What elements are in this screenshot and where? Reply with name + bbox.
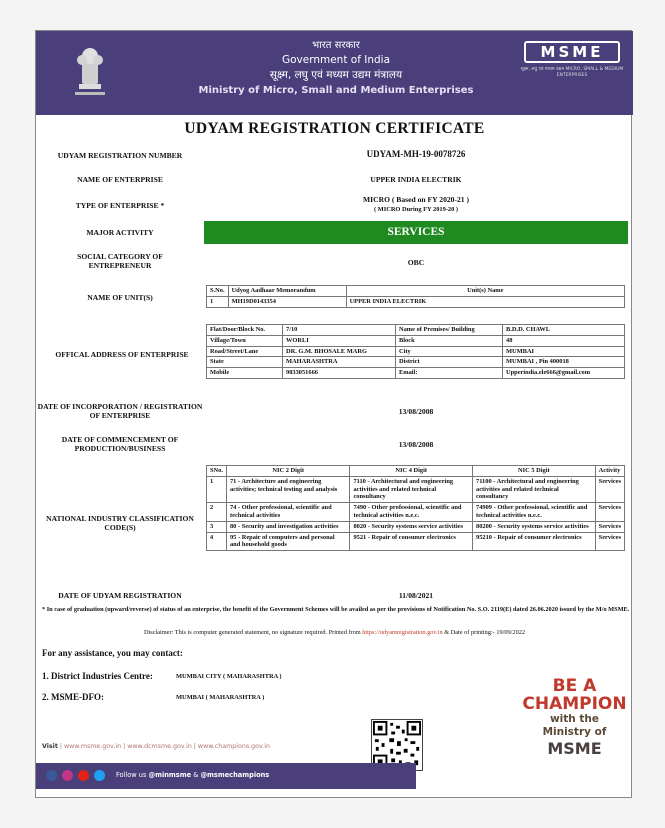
table-row bbox=[207, 335, 625, 346]
table-row bbox=[207, 346, 625, 357]
certificate-page bbox=[35, 30, 632, 798]
incorporation-date-label: DATE OF INCORPORATION / REGISTRATION OF ENTERPRISE bbox=[37, 402, 203, 420]
msme-dfo-value: MUMBAI ( MAHARASHTRA ) bbox=[176, 694, 265, 701]
table-cell: 80200 - Security systems service activities bbox=[473, 521, 596, 532]
disclaimer bbox=[36, 629, 633, 636]
commencement-date-value: 13/08/2008 bbox=[398, 440, 434, 449]
nic-table bbox=[206, 465, 625, 551]
enterprise-type-label: TYPE OF ENTERPRISE * bbox=[75, 201, 165, 210]
visit-urls[interactable]: | www.msme.gov.in | www.dcmsme.gov.in | www.champions.gov.in bbox=[57, 743, 270, 750]
msme-logo: MSME bbox=[524, 41, 620, 63]
table-cell: Mobile bbox=[207, 368, 283, 379]
dic-label: 1. District Industries Centre: bbox=[42, 671, 153, 681]
table-cell: 8020 - Security systems service activities bbox=[350, 521, 473, 532]
table-cell: 80 - Security and investigation activities bbox=[226, 521, 349, 532]
follow-us-text bbox=[116, 771, 269, 779]
youtube-icon[interactable] bbox=[78, 770, 89, 781]
table-header-cell: Udyog Aadhaar Memorandum bbox=[228, 286, 346, 297]
champion-banner bbox=[516, 677, 633, 759]
table-cell: Services bbox=[595, 476, 624, 502]
table-cell: 71100 - Architectural and engineering activities and related technical consultancy bbox=[473, 476, 596, 502]
disclaimer-text: Disclaimer: This is computer generated statement, no signature required. Printed from bbox=[143, 629, 363, 636]
udyam-date-label: DATE OF UDYAM REGISTRATION bbox=[58, 591, 182, 600]
table-cell: 2 bbox=[207, 503, 227, 522]
table-cell: MAHARASHTRA bbox=[283, 357, 396, 368]
graduation-note: * In case of graduation (upward/reverse) of status of an enterprise, the benefit of the Government Schemes will be availed as per the provisions of Notification No. S.O. 2119(E) dated 26.06.2020 issued by the M/o MSME. bbox=[42, 606, 630, 613]
table-cell: 48 bbox=[503, 335, 625, 346]
table-cell: WORLI bbox=[283, 335, 396, 346]
champion-line-1: BE A bbox=[552, 676, 597, 696]
ministry-name-text: Ministry of Micro, Small and Medium Enterprises bbox=[198, 85, 474, 96]
table-cell: State bbox=[207, 357, 283, 368]
print-date-text: & Date of printing:- 19/09/2022 bbox=[442, 629, 526, 636]
table-header-cell: NIC 5 Digit bbox=[473, 466, 596, 477]
table-cell: District bbox=[396, 357, 503, 368]
header-title-block bbox=[186, 39, 486, 99]
table-cell: Email: bbox=[396, 368, 503, 379]
table-cell: City bbox=[396, 346, 503, 357]
certificate-title: UDYAM REGISTRATION CERTIFICATE bbox=[184, 120, 485, 137]
table-header-cell: SNo. bbox=[207, 466, 227, 477]
table-cell: MUMBAI bbox=[503, 346, 625, 357]
twitter-icon[interactable] bbox=[94, 770, 105, 781]
table-row bbox=[207, 503, 625, 522]
table-row bbox=[207, 532, 625, 551]
table-cell: 95210 - Repair of consumer electronics bbox=[473, 532, 596, 551]
units-table bbox=[206, 285, 625, 308]
udyam-portal-link[interactable]: https://udyamregistration.gov.in bbox=[362, 629, 443, 636]
table-cell: Services bbox=[595, 503, 624, 522]
table-row bbox=[207, 368, 625, 379]
table-cell: 74 - Other professional, scientific and technical activities bbox=[226, 503, 349, 522]
table-cell: 95 - Repair of computers and personal and household goods bbox=[226, 532, 349, 551]
certificate-header bbox=[36, 31, 633, 115]
msme-dfo-label: 2. MSME-DFO: bbox=[42, 692, 104, 702]
table-cell: 9833051666 bbox=[283, 368, 396, 379]
reg-number-value: UDYAM-MH-19-0078726 bbox=[366, 149, 466, 159]
table-cell: Block bbox=[396, 335, 503, 346]
table-cell: Services bbox=[595, 521, 624, 532]
commencement-date-label: DATE OF COMMENCEMENT OF PRODUCTION/BUSINESS bbox=[61, 435, 179, 453]
assistance-heading: For any assistance, you may contact: bbox=[42, 648, 183, 658]
visit-label: Visit bbox=[42, 743, 58, 750]
visit-links bbox=[36, 743, 366, 750]
incorporation-date-value: 13/08/2008 bbox=[398, 407, 434, 416]
social-category-value: OBC bbox=[407, 258, 425, 267]
minmsme-handle[interactable]: @minmsme bbox=[148, 771, 192, 779]
table-cell: 1 bbox=[207, 296, 229, 307]
table-row bbox=[207, 296, 625, 307]
table-row bbox=[207, 357, 625, 368]
table-row bbox=[207, 325, 625, 336]
table-cell: Village/Town bbox=[207, 335, 283, 346]
table-cell: 3 bbox=[207, 521, 227, 532]
table-header-cell: Activity bbox=[595, 466, 624, 477]
reg-number-label: UDYAM REGISTRATION NUMBER bbox=[57, 151, 183, 160]
table-cell: 7490 - Other professional, scientific and technical activities n.e.c. bbox=[350, 503, 473, 522]
nic-codes-label: NATIONAL INDUSTRY CLASSIFICATION CODE(S) bbox=[46, 514, 194, 532]
table-cell: Services bbox=[595, 532, 624, 551]
footer-bar bbox=[36, 763, 416, 789]
dic-value: MUMBAI CITY ( MAHARASHTRA ) bbox=[176, 673, 282, 680]
table-cell: 7110 - Architectural and engineering activities and related technical consultancy bbox=[350, 476, 473, 502]
champion-line-5: MSME bbox=[547, 739, 602, 758]
major-activity-value: SERVICES bbox=[204, 221, 628, 244]
table-header-row bbox=[207, 286, 625, 297]
table-cell: DR. G.M. BHOSALE MARG bbox=[283, 346, 396, 357]
facebook-icon[interactable] bbox=[46, 770, 57, 781]
table-cell: 9521 - Repair of consumer electronics bbox=[350, 532, 473, 551]
table-header-cell: NIC 4 Digit bbox=[350, 466, 473, 477]
ampersand: & bbox=[193, 771, 199, 779]
table-row bbox=[207, 476, 625, 502]
major-activity-label: MAJOR ACTIVITY bbox=[86, 228, 154, 237]
msme-logo-subtext: सूक्ष्म, लघु एवं मध्यम उद्यम MICRO, SMALL & MEDIUM ENTERPRISES bbox=[520, 67, 624, 78]
table-header-cell: Unit(s) Name bbox=[346, 286, 624, 297]
champion-line-3: with the bbox=[549, 713, 600, 725]
table-header-cell: S.No. bbox=[207, 286, 229, 297]
table-header-row bbox=[207, 466, 625, 477]
instagram-icon[interactable] bbox=[62, 770, 73, 781]
udyam-date-value: 11/08/2021 bbox=[398, 591, 434, 600]
table-cell: B.D.D. CHAWL bbox=[503, 325, 625, 336]
email-value[interactable]: Upperindia.ele666@gmail.com bbox=[503, 368, 625, 379]
enterprise-name-value: UPPER INDIA ELECTRIK bbox=[370, 175, 462, 184]
table-cell: Name of Premises/ Building bbox=[396, 325, 503, 336]
follow-label: Follow us bbox=[116, 771, 147, 779]
table-cell: 74909 - Other professional, scientific and technical activities n.e.c. bbox=[473, 503, 596, 522]
address-table bbox=[206, 324, 625, 379]
table-row bbox=[207, 521, 625, 532]
table-cell: UPPER INDIA ELECTRIK bbox=[346, 296, 624, 307]
enterprise-type-value: MICRO ( Based on FY 2020-21 ) bbox=[362, 195, 470, 204]
government-of-india-text: Government of India bbox=[281, 54, 391, 66]
table-cell: 4 bbox=[207, 532, 227, 551]
table-cell: 71 - Architecture and engineering activities; technical testing and analysis bbox=[226, 476, 349, 502]
hindi-government-text: भारत सरकार bbox=[312, 40, 360, 51]
official-address-label: OFFICAL ADDRESS OF ENTERPRISE bbox=[55, 350, 189, 359]
table-cell: 1 bbox=[207, 476, 227, 502]
champion-line-2: CHAMPION bbox=[522, 694, 627, 714]
social-category-label: SOCIAL CATEGORY OF ENTREPRENEUR bbox=[77, 252, 163, 270]
table-cell: Road/Street/Lane bbox=[207, 346, 283, 357]
champion-line-4: Ministry of bbox=[542, 726, 607, 738]
table-cell: MUMBAI , Pin 400018 bbox=[503, 357, 625, 368]
enterprise-name-label: NAME OF ENTERPRISE bbox=[77, 175, 163, 184]
enterprise-type-prev: ( MICRO During FY 2019-20 ) bbox=[373, 206, 459, 213]
table-cell: Flat/Door/Block No. bbox=[207, 325, 283, 336]
table-cell: 7/10 bbox=[283, 325, 396, 336]
table-header-cell: NIC 2 Digit bbox=[226, 466, 349, 477]
table-cell: MH19D0143354 bbox=[228, 296, 346, 307]
hindi-ministry-text: सूक्ष्म, लघु एवं मध्यम उद्यम मंत्रालय bbox=[269, 69, 403, 81]
national-emblem-icon bbox=[69, 40, 111, 102]
unit-names-label: NAME OF UNIT(S) bbox=[87, 293, 153, 302]
msmechampions-handle[interactable]: @msmechampions bbox=[200, 771, 270, 779]
